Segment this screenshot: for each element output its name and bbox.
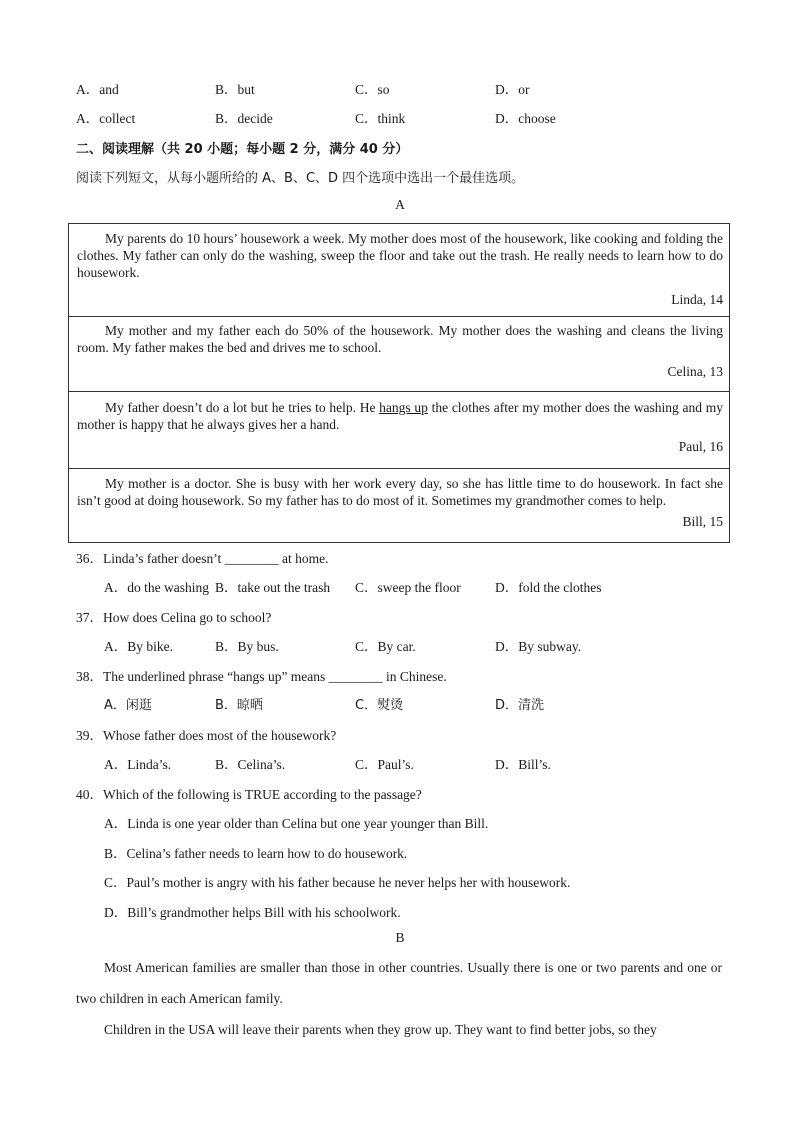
- q37-option-c[interactable]: C．By car.: [355, 639, 416, 654]
- entry-bill-signature: Bill, 15: [682, 514, 723, 529]
- entry-paul: [69, 399, 729, 459]
- q36-option-b[interactable]: B．take out the trash: [215, 580, 331, 595]
- entry-paul-text: [77, 399, 723, 433]
- q34-option-c[interactable]: C．so: [355, 82, 390, 97]
- q36-option-d[interactable]: D．fold the clothes: [495, 580, 602, 595]
- entry-linda-signature: Linda, 14: [671, 292, 723, 307]
- q38-option-c-label: C．熨烫: [355, 698, 404, 713]
- q39-option-b[interactable]: B．Celina’s.: [215, 757, 286, 772]
- q35-option-a[interactable]: A．collect: [76, 111, 136, 126]
- entry-paul-signature: Paul, 16: [678, 439, 723, 454]
- underlined-phrase: hangs up: [379, 400, 428, 415]
- q36-option-a[interactable]: A．do the washing: [104, 580, 209, 595]
- q34-option-a[interactable]: A．and: [76, 82, 119, 97]
- q35-option-d[interactable]: D．choose: [495, 111, 556, 126]
- section-instruction: 阅读下列短文，从每小题所给的 A、B、C、D 四个选项中选出一个最佳选项。: [76, 171, 525, 186]
- section-heading: 二、阅读理解（共 20 小题；每小题 2 分，满分 40 分）: [76, 142, 409, 157]
- entry-paul-text-before: My father doesn’t do a lot but he tries to help. He: [105, 400, 380, 415]
- q36-option-c[interactable]: C．sweep the floor: [355, 580, 461, 595]
- question-39-stem: 39．Whose father does most of the housework?: [76, 728, 337, 743]
- q38-option-a-label: A．闲逛: [104, 698, 152, 713]
- q34-option-b[interactable]: B．but: [215, 82, 255, 97]
- q34-option-d[interactable]: D．or: [495, 82, 530, 97]
- entry-bill-text: My mother is a doctor. She is busy with her work every day, so she has little time to do housework. In fact she isn’t good at doing housework. So my father has to do most of it. Sometimes my grandmother comes to help.: [77, 476, 723, 508]
- q39-option-a[interactable]: A．Linda’s.: [104, 757, 172, 772]
- question-34-options: [0, 78, 800, 98]
- question-37-stem: 37．How does Celina go to school?: [76, 610, 272, 625]
- q40-option-b[interactable]: B．Celina’s father needs to learn how to do housework.: [104, 846, 408, 861]
- divider: [69, 468, 729, 469]
- question-36-options: [0, 576, 800, 596]
- entry-celina-signature: Celina, 13: [667, 364, 723, 379]
- question-39-options: [0, 753, 800, 773]
- question-38-options: [0, 694, 800, 714]
- question-40-stem: 40．Which of the following is TRUE according to the passage?: [76, 787, 422, 802]
- q37-option-b[interactable]: B．By bus.: [215, 639, 279, 654]
- passage-a-box: [68, 223, 730, 543]
- q40-option-d[interactable]: D．Bill’s grandmother helps Bill with his schoolwork.: [104, 905, 401, 920]
- q38-option-b-label: B．晾晒: [215, 698, 263, 713]
- passage-b-paragraph-2: Children in the USA will leave their parents when they grow up. They want to find better jobs, so they: [104, 1022, 657, 1037]
- question-37-options: [0, 635, 800, 655]
- entry-bill: [69, 475, 729, 541]
- question-38-stem: 38．The underlined phrase “hangs up” means ________ in Chinese.: [76, 669, 447, 684]
- entry-celina: [69, 322, 729, 382]
- q35-option-b[interactable]: B．decide: [215, 111, 273, 126]
- entry-linda-text: My parents do 10 hours’ housework a week. My mother does most of the housework, like cooking and folding the clothes. My father can only do the washing, sweep the floor and take out the trash. He really needs to learn how to do housework.: [77, 231, 723, 280]
- q38-option-d-label: D．清洗: [495, 698, 545, 713]
- q35-option-c[interactable]: C．think: [355, 111, 406, 126]
- q40-option-c[interactable]: C．Paul’s mother is angry with his father because he never helps her with housework.: [104, 875, 571, 890]
- entry-celina-text: My mother and my father each do 50% of the housework. My mother does the washing and cleans the living room. My father makes the bed and drives me to school.: [77, 323, 723, 355]
- q37-option-d[interactable]: D．By subway.: [495, 639, 582, 654]
- divider: [69, 391, 729, 392]
- passage-b-paragraph-1: Most American families are smaller than those in other countries. Usually there is one or two parents and one or two children in each American family.: [76, 960, 722, 1006]
- passage-b-label: B: [395, 930, 405, 945]
- entry-linda: [69, 230, 729, 310]
- passage-a-label: A: [395, 197, 405, 212]
- divider: [69, 316, 729, 317]
- question-36-stem: 36．Linda’s father doesn’t ________ at home.: [76, 551, 329, 566]
- q39-option-d[interactable]: D．Bill’s.: [495, 757, 551, 772]
- question-35-options: [0, 107, 800, 127]
- q39-option-c[interactable]: C．Paul’s.: [355, 757, 414, 772]
- q37-option-a[interactable]: A．By bike.: [104, 639, 173, 654]
- q40-option-a[interactable]: A．Linda is one year older than Celina but one year younger than Bill.: [104, 816, 489, 831]
- entry-paul-text-after: the clothes after my mother does the washing and my mother is happy that he always gives her a hand.: [77, 400, 723, 432]
